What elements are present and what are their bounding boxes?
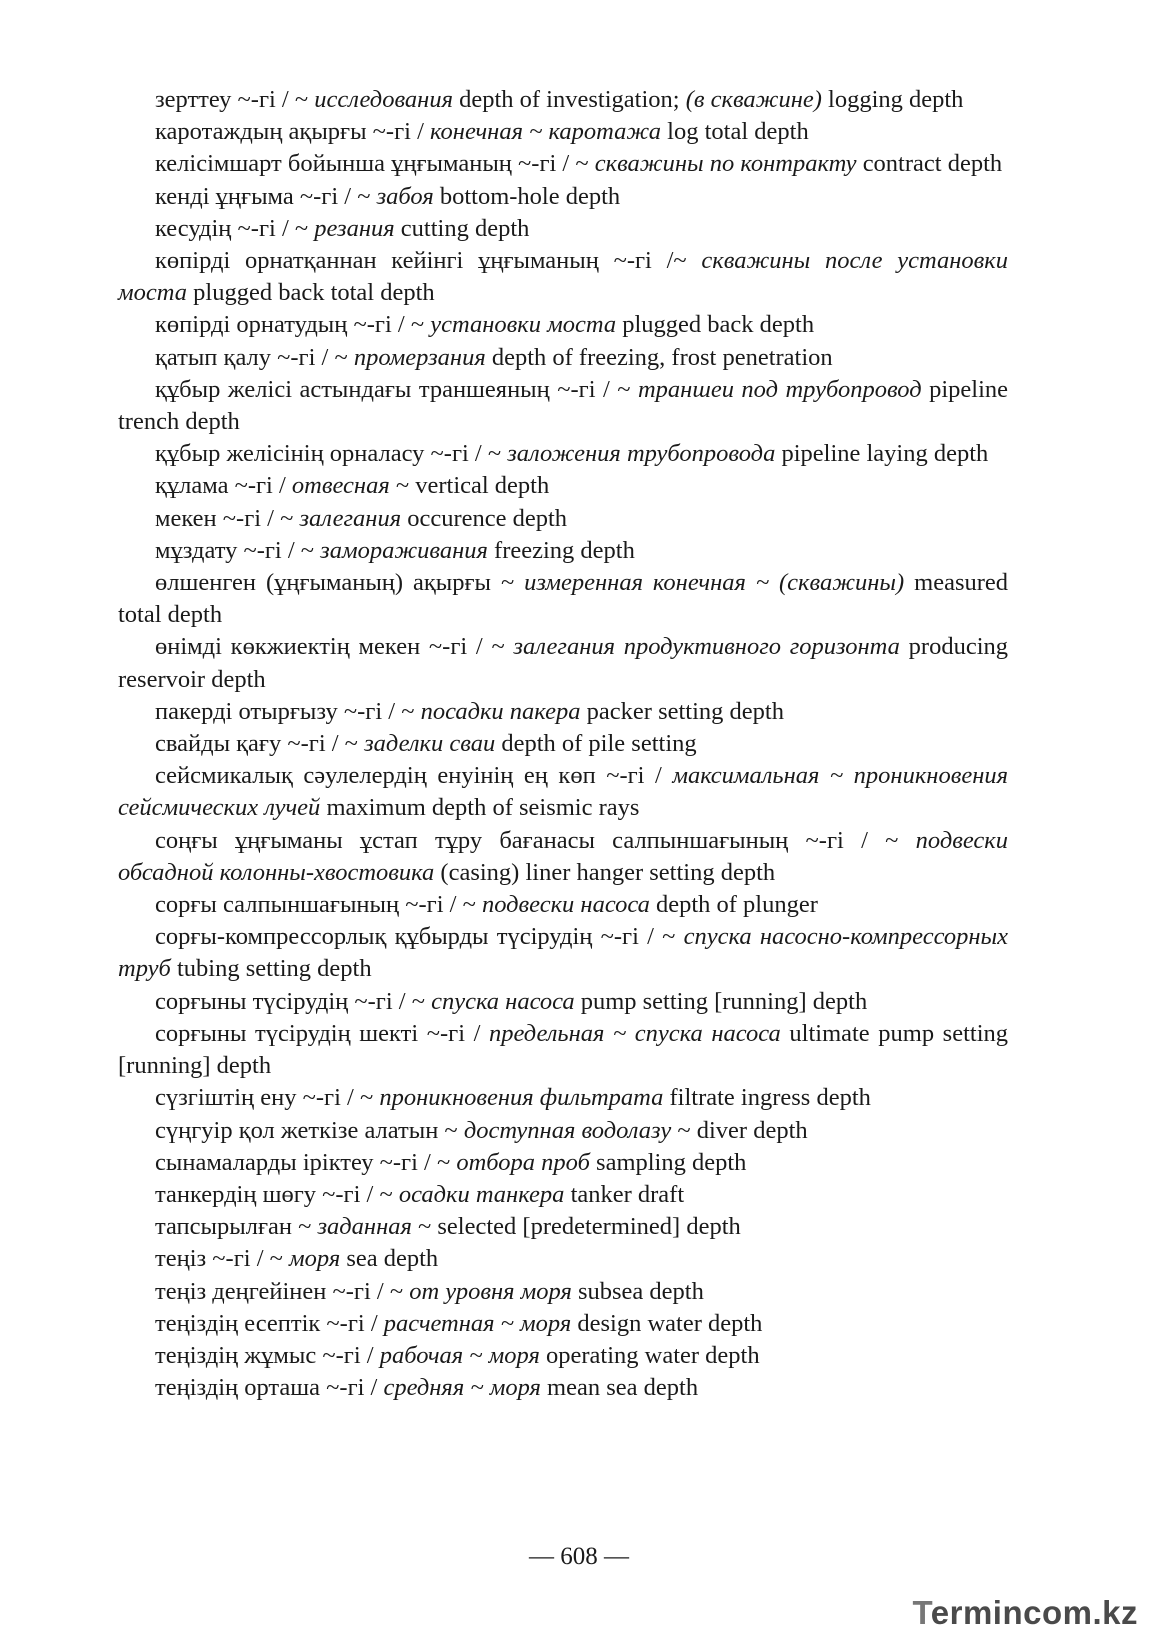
entry-text: filtrate ingress depth — [663, 1084, 871, 1112]
russian-term: заданная — [317, 1213, 412, 1241]
russian-term: моря — [289, 1245, 341, 1273]
entry-text: сорғы салпыншағының ~-гі / ~ — [155, 891, 482, 919]
dictionary-entry — [118, 631, 1008, 695]
russian-term: расчетная ~ моря — [383, 1309, 572, 1337]
entry-text: теңіздің орташа ~-гі / — [155, 1374, 384, 1402]
dictionary-entry — [118, 889, 1008, 921]
entry-text: freezing depth — [487, 536, 635, 564]
entry-text: өлшенген (ұңғыманың) ақырғы ~ — [155, 569, 525, 597]
dictionary-entry — [118, 374, 1008, 438]
entry-text: сынамаларды іріктеу ~-гі / ~ — [155, 1148, 457, 1176]
russian-term: доступная водолазу — [463, 1116, 672, 1144]
entry-text: теңіз деңгейінен ~-гі / ~ — [155, 1277, 410, 1305]
entry-text: depth of plunger — [649, 891, 818, 919]
entry-text: сорғыны түсірудің шекті ~-гі / — [155, 1019, 490, 1047]
entry-text: пакерді отырғызу ~-гі / ~ — [155, 697, 421, 725]
entry-text: pump setting [running] depth — [574, 987, 868, 1015]
entry-text: maximum depth of seismic rays — [320, 794, 640, 822]
entry-text: мұздату ~-гі / ~ — [155, 536, 321, 564]
entry-text: tubing setting depth — [170, 955, 372, 983]
dictionary-entry — [118, 1340, 1008, 1372]
russian-term: предельная ~ спуска насоса — [489, 1019, 781, 1047]
russian-term: заделки сваи — [364, 730, 496, 758]
entry-text: соңғы ұңғыманы ұстап тұру бағанасы салпыншағының ~-гі / ~ — [155, 826, 916, 854]
entry-text: producing reservoir depth — [118, 633, 1008, 693]
entry-text: plugged back depth — [616, 311, 815, 339]
russian-term: отбора проб — [456, 1148, 590, 1176]
dictionary-entry — [118, 245, 1008, 309]
dictionary-entry — [118, 1082, 1008, 1114]
russian-term: (в скважине) — [685, 86, 822, 113]
entry-text: қатып қалу ~-гі / ~ — [155, 343, 354, 371]
entry-text: logging depth — [821, 86, 964, 113]
russian-term: максимальная ~ проникновения сейсмических лучей — [118, 762, 1008, 822]
dictionary-entry — [118, 148, 1008, 180]
entry-text: ultimate pump setting [running] depth — [118, 1019, 1009, 1080]
dictionary-entry — [118, 1372, 1008, 1404]
dictionary-entries — [118, 84, 1008, 1404]
entry-text: measured total depth — [118, 569, 1009, 629]
entry-text: өнімді көкжиектің мекен ~-гі / ~ — [155, 633, 514, 661]
entry-text: құлама ~-гі / — [155, 472, 292, 500]
entry-text: каротаждың ақырғы ~-гі / — [155, 118, 431, 146]
russian-term: подвески насоса — [481, 891, 650, 919]
russian-term: скважины после установки моста — [118, 247, 1009, 307]
dictionary-entry — [118, 567, 1008, 631]
entry-text: bottom-hole depth — [433, 182, 621, 210]
entry-text: ~ diver depth — [671, 1116, 808, 1144]
entry-text: design water depth — [571, 1309, 763, 1337]
entry-text: сүңгуір қол жеткізе алатын ~ — [155, 1116, 464, 1144]
russian-term: измеренная конечная ~ (скважины) — [524, 569, 905, 597]
entry-text: танкердің шөгу ~-гі / ~ — [155, 1180, 399, 1208]
russian-term: скважины по контракту — [594, 150, 857, 178]
entry-text: tanker draft — [564, 1180, 685, 1208]
entry-text: sea depth — [340, 1245, 439, 1273]
entry-text: мекен ~-гі / ~ — [155, 504, 300, 532]
dictionary-entry — [118, 696, 1008, 728]
dictionary-entry — [118, 503, 1008, 535]
dictionary-entry — [118, 438, 1008, 470]
entry-text: келісімшарт бойынша ұңғыманың ~-гі / ~ — [155, 150, 595, 178]
russian-term: спуска насоса — [431, 987, 575, 1015]
russian-term: забоя — [376, 182, 434, 210]
entry-text: көпірді орнатқаннан кейінгі ұңғыманың ~-гі /~ — [155, 247, 702, 275]
entry-text: құбыр желісі астындағы траншеяның ~-гі / ~ — [155, 375, 638, 403]
entry-text: теңіз ~-гі / ~ — [155, 1245, 290, 1273]
russian-term: отвесная — [291, 472, 390, 500]
russian-term: подвески обсадной колонны-хвостовика — [118, 826, 1008, 886]
russian-term: замораживания — [320, 536, 488, 564]
entry-text: теңіздің есептік ~-гі / — [155, 1309, 384, 1337]
entry-text: сорғыны түсірудің ~-гі / ~ — [155, 987, 432, 1015]
russian-term: промерзания — [353, 343, 486, 371]
entry-text: сейсмикалық сәулелердің енуінің ең көп ~-гі / — [155, 762, 673, 790]
dictionary-entry — [118, 309, 1008, 341]
dictionary-entry — [118, 535, 1008, 567]
entry-text: subsea depth — [571, 1277, 704, 1305]
entry-text: depth of investigation; — [452, 86, 686, 113]
russian-term: залегания — [299, 504, 402, 532]
entry-text: contract depth — [856, 150, 1003, 178]
entry-text: occurence depth — [401, 504, 568, 532]
dictionary-entry — [118, 760, 1008, 824]
entry-text: cutting depth — [394, 214, 530, 242]
dictionary-entry — [118, 1211, 1008, 1243]
entry-text: тапсырылған ~ — [155, 1213, 318, 1241]
russian-term: исследования — [314, 86, 453, 113]
entry-text: pipeline trench depth — [118, 375, 1009, 436]
entry-text: сүзгіштің ену ~-гі / ~ — [155, 1084, 380, 1112]
dictionary-entry — [118, 728, 1008, 760]
entry-text: depth of freezing, frost penetration — [485, 343, 833, 371]
dictionary-entry — [118, 1276, 1008, 1308]
russian-term: заложения трубопровода — [507, 440, 776, 468]
entry-text: mean sea depth — [540, 1374, 699, 1402]
entry-text: құбыр желісінің орналасу ~-гі / ~ — [155, 440, 508, 468]
page-number: — 608 — — [529, 1543, 629, 1570]
dictionary-entry — [118, 1147, 1008, 1179]
entry-text: зерттеу ~-гі / ~ — [155, 86, 315, 113]
entry-text: plugged back total depth — [187, 279, 435, 307]
dictionary-entry — [118, 213, 1008, 245]
entry-text: сорғы-компрессорлық құбырды түсірудің ~-гі / ~ — [155, 923, 684, 951]
dictionary-entry — [118, 181, 1008, 213]
russian-term: спуска насосно-компрессорных труб — [118, 923, 1008, 983]
entry-text: pipeline laying depth — [775, 440, 989, 468]
dictionary-entry — [118, 825, 1008, 889]
dictionary-entry — [118, 342, 1008, 374]
entry-text: ~ selected [predetermined] depth — [411, 1213, 741, 1241]
entry-text: operating water depth — [539, 1341, 760, 1369]
site-logo: Termincom.kz — [912, 1594, 1138, 1631]
entry-text: кенді ұңғыма ~-гі / ~ — [155, 182, 377, 210]
dictionary-entry — [118, 1308, 1008, 1340]
dictionary-entry — [118, 116, 1008, 148]
entry-text: теңіздің жұмыс ~-гі / — [155, 1341, 380, 1369]
entry-text: ~ vertical depth — [389, 472, 550, 500]
russian-term: посадки пакера — [420, 697, 581, 725]
entry-text: sampling depth — [589, 1148, 747, 1176]
entry-text: свайды қағу ~-гі / ~ — [155, 730, 365, 758]
russian-term: конечная ~ каротажа — [430, 118, 662, 146]
dictionary-entry — [118, 1243, 1008, 1275]
russian-term: проникновения фильтрата — [379, 1084, 664, 1112]
dictionary-entry — [118, 1018, 1008, 1082]
russian-term: установки моста — [430, 311, 617, 339]
russian-term: залегания продуктивного горизонта — [513, 633, 900, 661]
dictionary-entry — [118, 470, 1008, 502]
dictionary-entry — [118, 1115, 1008, 1147]
dictionary-entry — [118, 921, 1008, 985]
entry-text: log total depth — [661, 118, 809, 146]
russian-term: от уровня моря — [409, 1277, 572, 1305]
dictionary-entry — [118, 986, 1008, 1018]
entry-text: кесудің ~-гі / ~ — [155, 214, 315, 242]
russian-term: осадки танкера — [398, 1180, 565, 1208]
russian-term: траншеи под трубопровод — [637, 375, 922, 403]
entry-text: көпірді орнатудың ~-гі / ~ — [155, 311, 431, 339]
entry-text: (casing) liner hanger setting depth — [434, 858, 776, 886]
dictionary-entry — [118, 84, 1008, 116]
russian-term: резания — [314, 214, 395, 242]
russian-term: рабочая ~ моря — [379, 1341, 540, 1369]
russian-term: средняя ~ моря — [383, 1374, 541, 1402]
entry-text: depth of pile setting — [495, 730, 697, 758]
dictionary-entry — [118, 1179, 1008, 1211]
entry-text: packer setting depth — [580, 697, 784, 725]
